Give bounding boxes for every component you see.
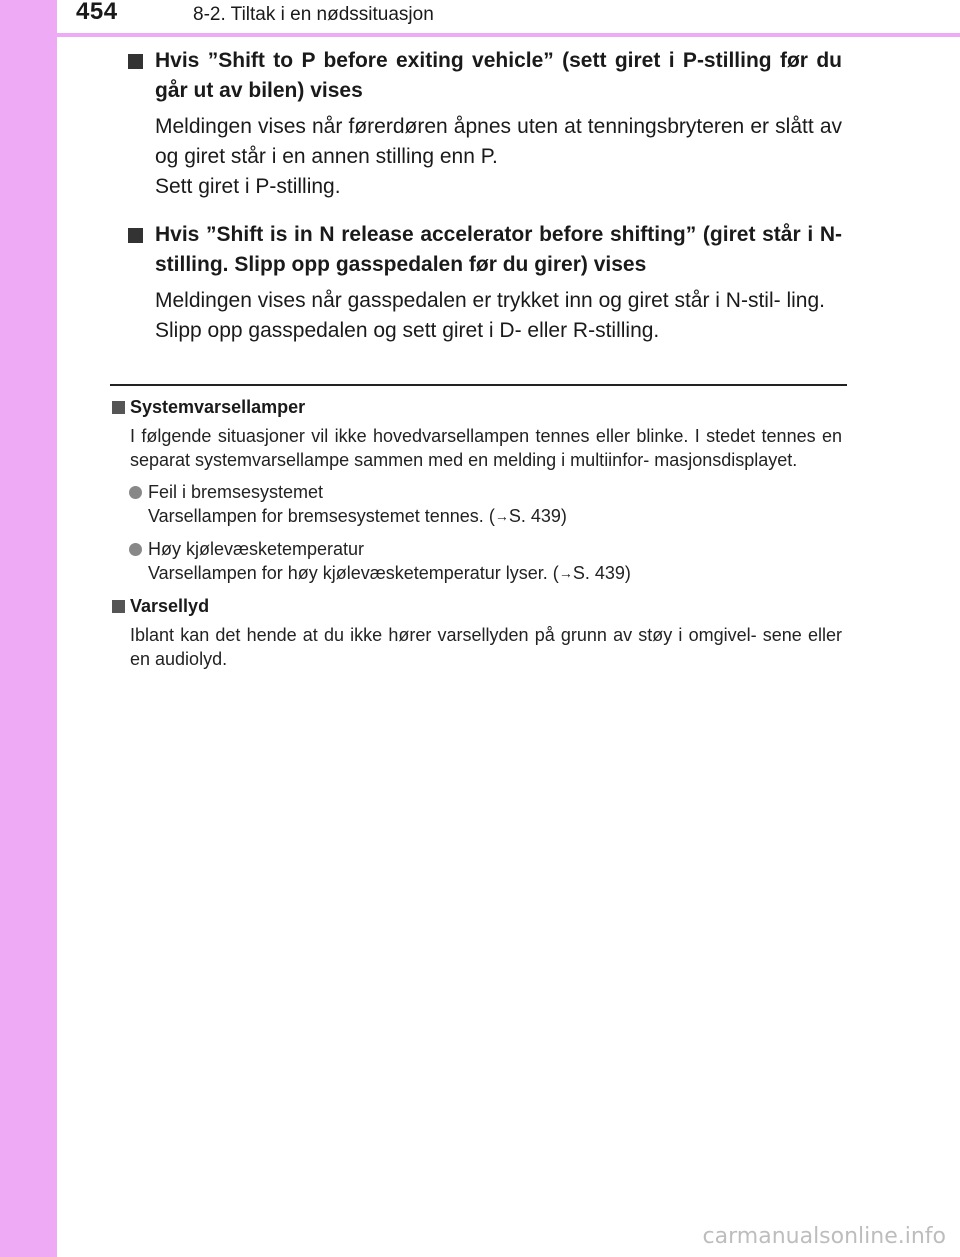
- paragraph: Sett giret i P-stilling.: [155, 175, 341, 198]
- square-bullet-icon: [128, 54, 143, 69]
- section-body: [128, 286, 842, 346]
- note-warning-sound: [110, 594, 842, 671]
- square-bullet-icon: [112, 600, 125, 613]
- bullet-item: [110, 480, 842, 529]
- section-body: [128, 112, 842, 202]
- note-heading: Systemvarsellamper: [110, 395, 842, 419]
- bullet-title: Feil i bremsesystemet: [148, 482, 324, 502]
- header-rule: [0, 33, 960, 37]
- watermark: carmanualsonline.info: [702, 1224, 946, 1249]
- note-text: I følgende situasjoner vil ikke hovedvarsellampen tennes eller blinke. I stedet tennes en separat systemvarsellampe sammen med en melding i multiinfor- masjonsdisplayet.: [130, 426, 842, 470]
- paragraph: Slipp opp gasspedalen og sett giret i D- eller R-stilling.: [155, 319, 660, 342]
- bullet-text: Varsellampen for høy kjølevæsketemperatur lyser. (→S. 439): [148, 563, 631, 583]
- note-text: Iblant kan det hende at du ikke hører varsellyden på grunn av støy i omgivel- sene eller en audiolyd.: [130, 625, 842, 669]
- section-shift-in-n: [128, 220, 842, 346]
- section-heading: Hvis ”Shift is in N release accelerator before shifting” (giret står i N-stilling. Slipp opp gasspedalen før du girer) vises: [128, 220, 842, 280]
- section-heading: Hvis ”Shift to P before exiting vehicle” (sett giret i P-stilling før du går ut av bilen) vises: [128, 46, 842, 106]
- main-content: [128, 46, 842, 346]
- section-shift-to-p: [128, 46, 842, 202]
- arrow-right-icon: →: [558, 565, 573, 581]
- notes-area: [110, 395, 842, 671]
- paragraph: Meldingen vises når førerdøren åpnes uten at tenningsbryteren er slått av og giret står i en annen stilling enn P.: [155, 115, 842, 168]
- note-heading: Varsellyd: [110, 594, 842, 618]
- circle-bullet-icon: [129, 486, 142, 499]
- page-reference[interactable]: S. 439): [572, 563, 631, 583]
- page-number: 454: [76, 0, 118, 25]
- arrow-right-icon: →: [494, 508, 509, 524]
- bullet-text: Varsellampen for bremsesystemet tennes. (→S. 439): [148, 506, 567, 526]
- bullet-item: [110, 537, 842, 586]
- bullet-title: Høy kjølevæsketemperatur: [148, 539, 365, 559]
- square-bullet-icon: [112, 401, 125, 414]
- paragraph: Meldingen vises når gasspedalen er trykket inn og giret står i N-stil- ling.: [155, 289, 825, 312]
- side-color-bar: [0, 0, 57, 1257]
- section-title: 8-2. Tiltak i en nødssituasjon: [193, 4, 434, 25]
- circle-bullet-icon: [129, 543, 142, 556]
- note-system-lamps: [110, 395, 842, 586]
- square-bullet-icon: [128, 228, 143, 243]
- page-reference[interactable]: S. 439): [508, 506, 567, 526]
- section-divider: [110, 384, 847, 386]
